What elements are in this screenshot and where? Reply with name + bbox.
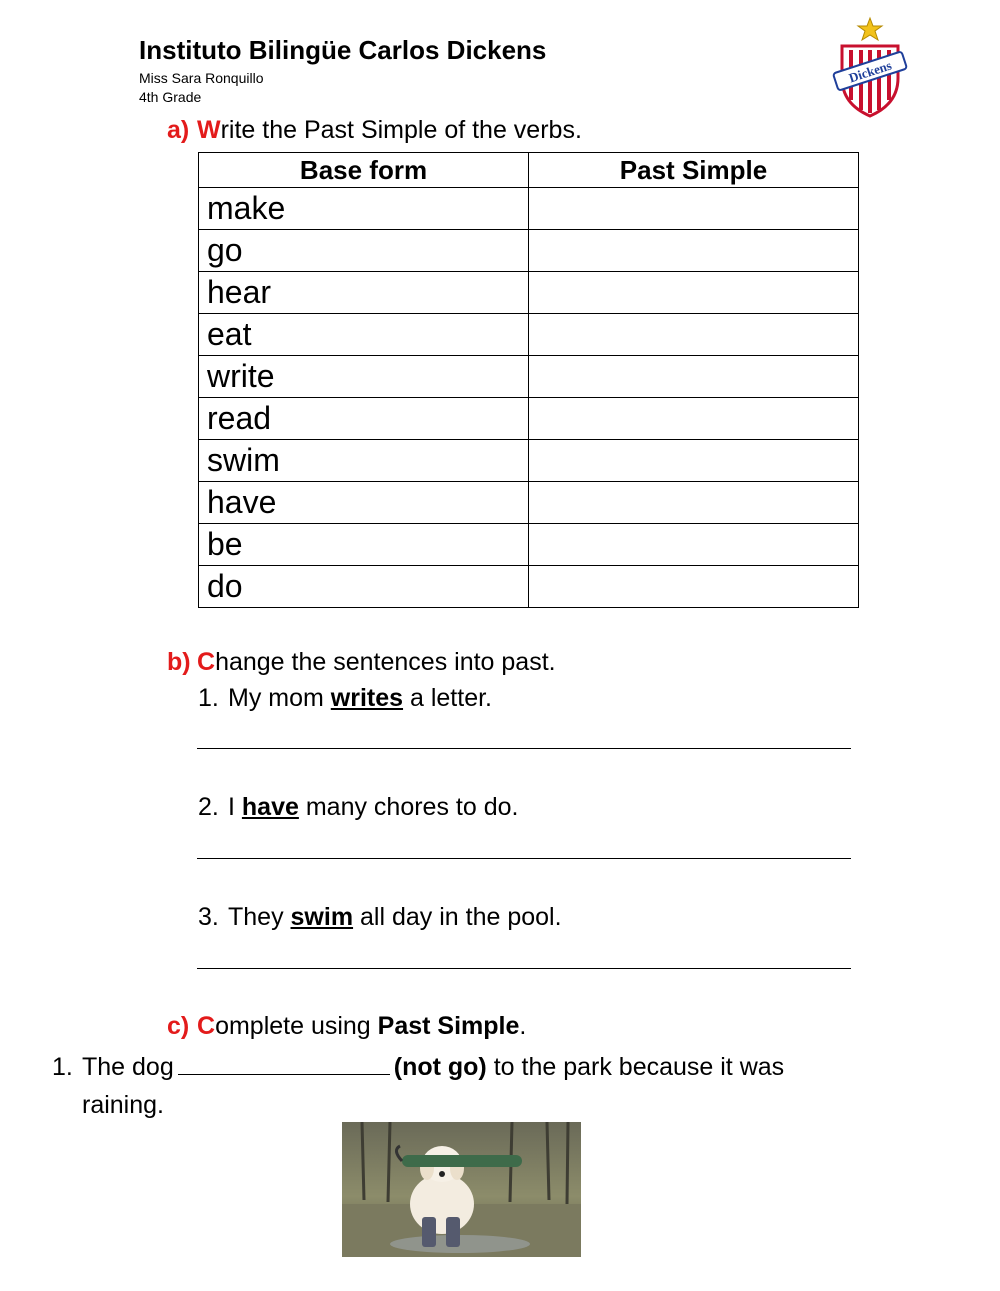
teacher-name: Miss Sara Ronquillo (139, 70, 264, 86)
table-row (199, 356, 859, 398)
section-b-first-letter: C (197, 648, 216, 676)
section-b-label: b) (167, 648, 191, 676)
base-verb: do (199, 566, 529, 608)
question-text: The dog (82, 1053, 174, 1081)
sentence-3 (198, 903, 562, 932)
section-a-first-letter: W (197, 116, 221, 144)
section-c-instruction: omplete using (215, 1012, 378, 1040)
base-verb: make (199, 188, 529, 230)
section-c-heading (167, 1012, 526, 1041)
past-answer-cell[interactable] (529, 440, 859, 482)
base-verb: eat (199, 314, 529, 356)
section-c-bold: Past Simple (377, 1012, 520, 1040)
sentence-verb: have (241, 793, 299, 821)
table-row (199, 440, 859, 482)
past-answer-cell[interactable] (529, 356, 859, 398)
table-row (199, 398, 859, 440)
table-row (199, 482, 859, 524)
table-row (199, 566, 859, 608)
column-header-past: Past Simple (529, 153, 859, 188)
base-verb: be (199, 524, 529, 566)
base-verb: swim (199, 440, 529, 482)
logo-star-icon (858, 18, 882, 40)
sentence-text: They (228, 903, 291, 931)
section-a-heading (167, 116, 582, 145)
past-answer-cell[interactable] (529, 566, 859, 608)
answer-line-1[interactable] (197, 748, 851, 749)
past-answer-cell[interactable] (529, 482, 859, 524)
answer-line-3[interactable] (197, 968, 851, 969)
school-title: Instituto Bilingüe Carlos Dickens (139, 35, 547, 65)
sentence-text: all day in the pool. (353, 903, 562, 931)
base-verb: write (199, 356, 529, 398)
sentence-text: I (228, 793, 242, 821)
sentence-2 (198, 793, 518, 822)
past-answer-cell[interactable] (529, 188, 859, 230)
sentence-number: 3. (198, 903, 219, 931)
section-b-instruction: hange the sentences into past. (215, 648, 556, 676)
table-row (199, 188, 859, 230)
dog-umbrella-photo (342, 1122, 581, 1257)
section-c-first-letter: C (197, 1012, 216, 1040)
base-verb: have (199, 482, 529, 524)
grade-label: 4th Grade (139, 89, 202, 105)
column-header-base: Base form (199, 153, 529, 188)
base-verb: read (199, 398, 529, 440)
table-row (199, 314, 859, 356)
answer-line-2[interactable] (197, 858, 851, 859)
section-c-label: c) (167, 1012, 190, 1040)
sentence-1 (198, 684, 492, 713)
past-answer-cell[interactable] (529, 398, 859, 440)
table-row (199, 272, 859, 314)
question-text: to the park because it was (486, 1053, 785, 1081)
question-number: 1. (52, 1053, 73, 1081)
fill-blank[interactable] (178, 1052, 390, 1075)
section-c-end: . (519, 1012, 527, 1040)
base-verb: hear (199, 272, 529, 314)
sentence-verb: writes (330, 684, 404, 712)
section-b-heading (167, 648, 556, 677)
past-answer-cell[interactable] (529, 314, 859, 356)
sentence-text: a letter. (403, 684, 492, 712)
school-logo (832, 16, 908, 120)
past-answer-cell[interactable] (529, 272, 859, 314)
complete-question-1 (52, 1048, 912, 1124)
past-answer-cell[interactable] (529, 524, 859, 566)
table-row (199, 230, 859, 272)
past-answer-cell[interactable] (529, 230, 859, 272)
question-continuation: raining. (82, 1091, 164, 1119)
question-hint: (not go) (393, 1053, 487, 1081)
table-row (199, 524, 859, 566)
sentence-text: My mom (228, 684, 331, 712)
sentence-text: many chores to do. (298, 793, 519, 821)
sentence-number: 1. (198, 684, 219, 712)
logo-text: Dickens (846, 57, 894, 86)
section-a-instruction: rite the Past Simple of the verbs. (220, 116, 582, 144)
sentence-number: 2. (198, 793, 219, 821)
sentence-verb: swim (290, 903, 354, 931)
section-a-label: a) (167, 116, 190, 144)
verbs-table (198, 152, 859, 608)
base-verb: go (199, 230, 529, 272)
